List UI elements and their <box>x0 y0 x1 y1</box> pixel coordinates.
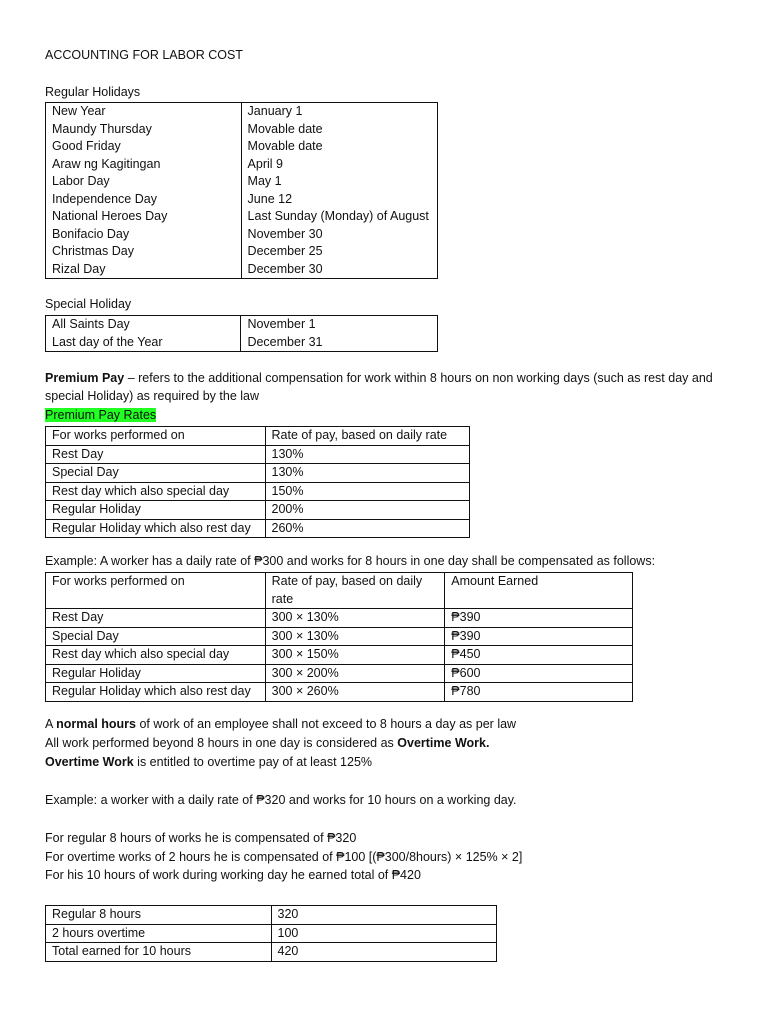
special-holiday-table <box>45 315 438 352</box>
regular-holidays-table <box>45 102 438 279</box>
table-row <box>46 261 438 279</box>
table-header-cell: Rate of pay, based on daily rate <box>265 573 445 609</box>
table-cell: National Heroes Day <box>46 208 242 226</box>
table-row <box>46 464 470 483</box>
table-cell: December 30 <box>241 261 437 279</box>
overtime-definition-line: All work performed beyond 8 hours in one day is considered as Overtime Work. <box>45 736 490 750</box>
premium-pay-rates-heading: Premium Pay Rates <box>45 408 157 422</box>
table-cell: New Year <box>46 103 242 121</box>
table-cell: November 30 <box>241 226 437 244</box>
table-cell: December 25 <box>241 243 437 261</box>
table-cell: January 1 <box>241 103 437 121</box>
table-cell: Regular Holiday which also rest day <box>46 519 266 538</box>
table-cell: Movable date <box>241 121 437 139</box>
table-cell: Total earned for 10 hours <box>46 943 272 962</box>
table-cell: 300 × 260% <box>265 683 445 702</box>
table-cell: Christmas Day <box>46 243 242 261</box>
table-cell: 130% <box>265 445 470 464</box>
document-title: ACCOUNTING FOR LABOR COST <box>45 48 243 62</box>
example2-intro: Example: a worker with a daily rate of ₱320 and works for 10 hours on a working day. <box>45 793 517 807</box>
table-row <box>46 156 438 174</box>
table-cell: Labor Day <box>46 173 242 191</box>
table-row <box>46 924 497 943</box>
table-row <box>46 427 470 446</box>
table-cell: 320 <box>271 906 496 925</box>
premium-pay-definition-line1: Premium Pay – refers to the additional compensation for work within 8 hours on non working days (such as rest day and <box>45 371 713 385</box>
table-row <box>46 501 470 520</box>
table-cell: Movable date <box>241 138 437 156</box>
table-header-cell: Amount Earned <box>445 573 633 609</box>
table-cell: ₱450 <box>445 646 633 665</box>
table-cell: 420 <box>271 943 496 962</box>
example2-line2: For overtime works of 2 hours he is compensated of ₱100 [(₱300/8hours) × 125% × 2] <box>45 850 523 864</box>
normal-hours-line: A normal hours of work of an employee shall not exceed to 8 hours a day as per law <box>45 717 517 731</box>
table-cell: Good Friday <box>46 138 242 156</box>
table-row <box>46 609 633 628</box>
table-cell: 2 hours overtime <box>46 924 272 943</box>
premium-pay-rates-table <box>45 426 470 538</box>
special-holiday-heading: Special Holiday <box>45 297 132 311</box>
table-row <box>46 316 438 334</box>
table-row <box>46 482 470 501</box>
table-row <box>46 208 438 226</box>
table-cell: 200% <box>265 501 470 520</box>
table-cell: Rest Day <box>46 445 266 464</box>
table-cell: ₱390 <box>445 627 633 646</box>
table-cell: ₱600 <box>445 664 633 683</box>
table-row <box>46 121 438 139</box>
table-cell: Last day of the Year <box>46 334 241 352</box>
table-cell: 150% <box>265 482 470 501</box>
table-cell: Rest Day <box>46 609 266 628</box>
table-cell: June 12 <box>241 191 437 209</box>
table-row <box>46 519 470 538</box>
table-cell: Special Day <box>46 627 266 646</box>
table-row <box>46 573 633 609</box>
table-cell: Regular Holiday <box>46 501 266 520</box>
table-row <box>46 943 497 962</box>
table-cell: 300 × 200% <box>265 664 445 683</box>
table-cell: December 31 <box>241 334 438 352</box>
table-cell: All Saints Day <box>46 316 241 334</box>
table-row <box>46 226 438 244</box>
table-cell: Rest day which also special day <box>46 482 266 501</box>
table-header-cell: For works performed on <box>46 573 266 609</box>
premium-pay-term: Premium Pay <box>45 371 125 385</box>
table-row <box>46 683 633 702</box>
table-row <box>46 173 438 191</box>
table-row <box>46 334 438 352</box>
table-cell: Bonifacio Day <box>46 226 242 244</box>
table-cell: Regular Holiday which also rest day <box>46 683 266 702</box>
table-cell: November 1 <box>241 316 438 334</box>
table-cell: ₱390 <box>445 609 633 628</box>
example2-summary-table <box>45 905 497 962</box>
table-cell: Maundy Thursday <box>46 121 242 139</box>
table-cell: 300 × 150% <box>265 646 445 665</box>
table-cell: Rate of pay, based on daily rate <box>265 427 470 446</box>
regular-holidays-heading: Regular Holidays <box>45 85 141 99</box>
table-cell: Special Day <box>46 464 266 483</box>
table-cell: Independence Day <box>46 191 242 209</box>
table-cell: Rizal Day <box>46 261 242 279</box>
table-cell: 300 × 130% <box>265 609 445 628</box>
premium-pay-definition-line2: special Holiday) as required by the law <box>45 389 259 403</box>
overtime-entitlement-line: Overtime Work is entitled to overtime pay of at least 125% <box>45 755 373 769</box>
table-cell: Regular 8 hours <box>46 906 272 925</box>
table-row <box>46 646 633 665</box>
table-row <box>46 627 633 646</box>
table-cell: April 9 <box>241 156 437 174</box>
table-row <box>46 138 438 156</box>
table-cell: May 1 <box>241 173 437 191</box>
example2-line1: For regular 8 hours of works he is compensated of ₱320 <box>45 831 357 845</box>
table-cell: 260% <box>265 519 470 538</box>
table-cell: ₱780 <box>445 683 633 702</box>
table-row <box>46 445 470 464</box>
table-cell: Regular Holiday <box>46 664 266 683</box>
example1-table <box>45 572 633 702</box>
table-row <box>46 906 497 925</box>
table-row <box>46 191 438 209</box>
table-cell: Rest day which also special day <box>46 646 266 665</box>
table-cell: For works performed on <box>46 427 266 446</box>
table-row <box>46 664 633 683</box>
table-row <box>46 103 438 121</box>
example2-line3: For his 10 hours of work during working day he earned total of ₱420 <box>45 868 421 882</box>
table-row <box>46 243 438 261</box>
table-cell: 130% <box>265 464 470 483</box>
table-cell: Last Sunday (Monday) of August <box>241 208 437 226</box>
table-cell: 300 × 130% <box>265 627 445 646</box>
example1-intro: Example: A worker has a daily rate of ₱300 and works for 8 hours in one day shall be compensated as follows: <box>45 554 656 568</box>
table-cell: Araw ng Kagitingan <box>46 156 242 174</box>
table-cell: 100 <box>271 924 496 943</box>
